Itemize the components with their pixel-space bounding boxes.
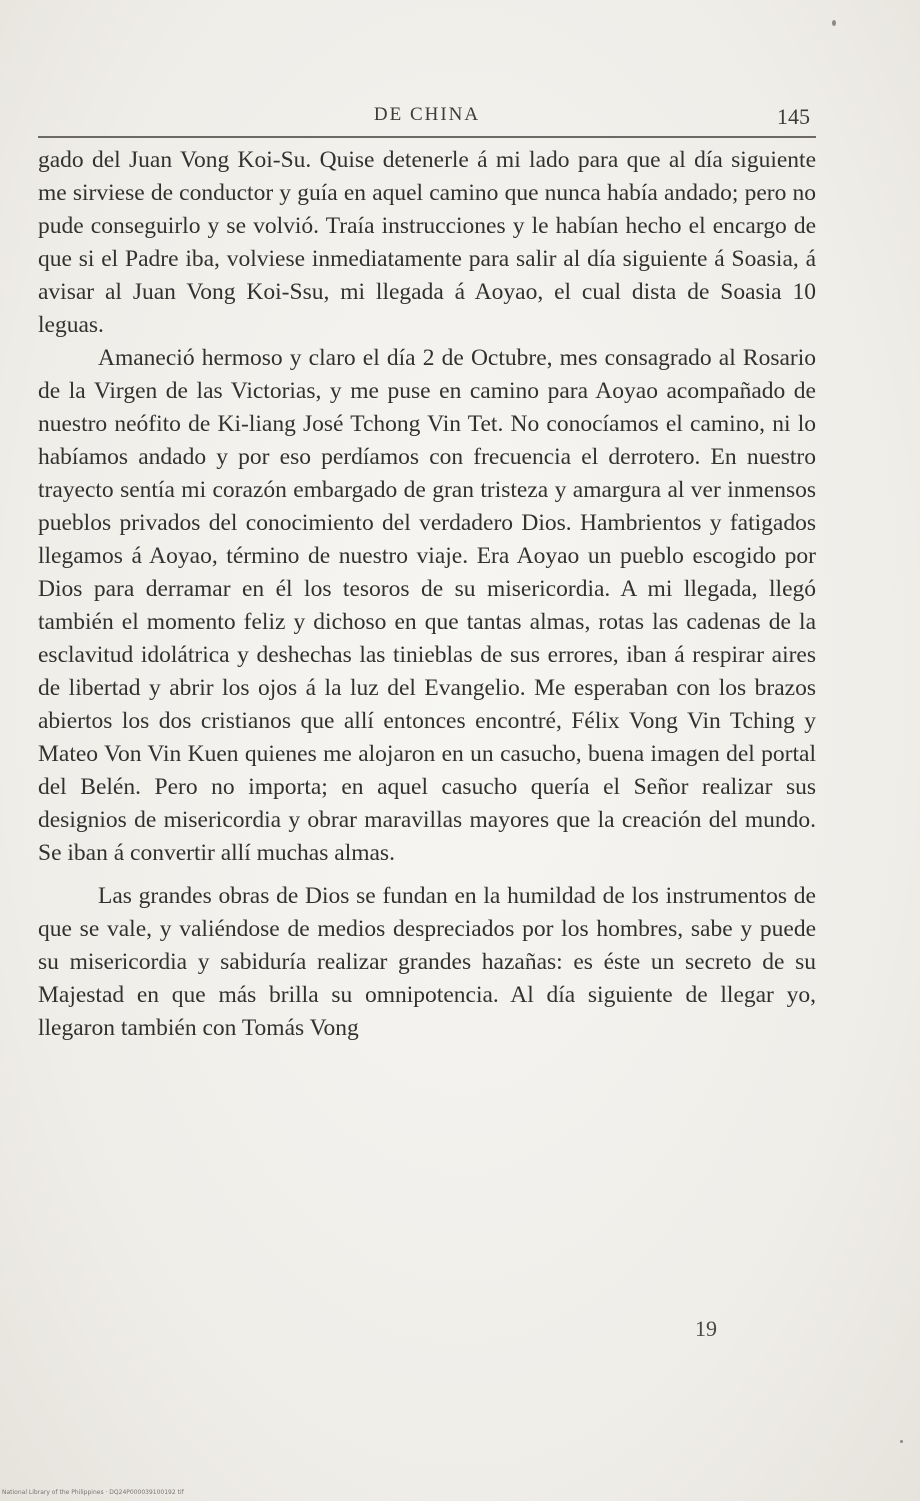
body-text: [38, 144, 816, 1045]
running-title: DE CHINA: [373, 104, 481, 125]
paragraph-2: Amaneció hermoso y claro el día 2 de Octubre, mes consagrado al Rosario de la Virgen de las Victorias, y me puse en camino para Aoyao acompañado de nuestro neófito de Ki-liang José Tchong Vin Tet. No conocíamos el camino, ni lo habíamos andado y por eso perdíamos con frecuencia el derrotero. En nuestro trayecto sentía mi corazón embargado de gran tristeza y amargura al ver inmensos pueblos privados del conocimiento del verdadero Dios. Hambrientos y fatigados llegamos á Aoyao, término de nuestro viaje. Era Aoyao un pueblo escogido por Dios para derramar en él los tesoros de su misericordia. A mi llegada, llegó también el momento feliz y dichoso en que tantas almas, rotas las cadenas de la esclavitud idolátrica y deshechas las tinieblas de sus errores, iban á respirar aires de libertad y abrir los ojos á la luz del Evangelio. Me esperaban con los brazos abiertos los dos cristianos que allí entonces encontré, Félix Vong Vin Tching y Mateo Von Vin Kuen quienes me alojaron en un casucho, buena imagen del portal del Belén. Pero no importa; en aquel casucho quería el Señor realizar sus designios de misericordia y obrar maravillas mayores que la creación del mundo. Se iban á convertir allí muchas almas.: [38, 345, 816, 866]
paper-speck: [900, 1440, 903, 1443]
paragraph-3: Las grandes obras de Dios se fundan en la humildad de los instrumentos de que se vale, y valiéndose de medios despreciados por los hombres, sabe y puede su misericordia y sabiduría realizar grandes hazañas: es éste un secreto de su Majestad en que más brilla su omnipotencia. Al día siguiente de llegar yo, llegaron también con Tomás Vong: [38, 883, 816, 1041]
page-number: 145: [777, 104, 810, 129]
page-header: [38, 100, 816, 138]
paragraph-1: gado del Juan Vong Koi-Su. Quise detenerle á mi lado para que al día siguiente me sirviese de conductor y guía en aquel camino que nunca había andado; pero no pude conseguirlo y se volvió. Traía instrucciones y le habían hecho el encargo de que si el Padre iba, volviese inmediatamente para salir al día siguiente á Soasia, á avisar al Juan Vong Koi-Ssu, mi llegada á Aoyao, el cual dista de Soasia 10 leguas.: [38, 147, 816, 338]
signature-mark: 19: [695, 1316, 717, 1341]
scan-credit: National Library of the Philippines · DQ24P000039100192 tif: [2, 1489, 184, 1496]
paper-speck: [832, 20, 836, 26]
